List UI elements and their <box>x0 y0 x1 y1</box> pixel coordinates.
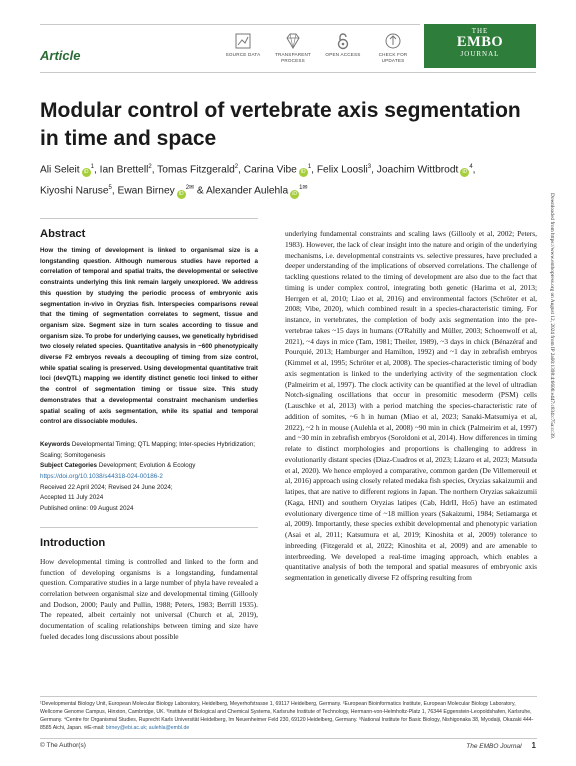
author-affiliation: 2 <box>148 164 152 170</box>
author-name[interactable]: Ali Seleit <box>40 164 80 176</box>
diamond-icon <box>283 32 303 50</box>
page-number: 1 <box>531 741 536 750</box>
orcid-icon[interactable]: iD <box>177 190 186 199</box>
article-type-label: Article <box>40 48 81 63</box>
keywords-label: Keywords <box>40 440 71 448</box>
keywords: Developmental Timing; QTL Mapping; Inter-species Hybridization; Scaling; Somitogenesis <box>40 440 256 459</box>
author-list <box>40 158 530 201</box>
introduction-section <box>40 527 258 643</box>
author-affiliation: 4 <box>469 164 473 170</box>
section-rule <box>40 218 258 219</box>
check-updates-icon <box>383 32 403 50</box>
badge-label: SOURCE DATA <box>225 52 261 57</box>
logo-line: JOURNAL <box>460 50 500 58</box>
source-data-icon <box>233 32 253 50</box>
author-affiliation: 2 <box>234 164 239 170</box>
author-name[interactable]: , Joachim Wittbrodt <box>371 164 459 176</box>
author-affiliation: 5 <box>108 185 112 192</box>
badge-label: TRANSPARENT PROCESS <box>275 52 312 63</box>
author-affiliation: 3 <box>367 164 372 170</box>
orcid-icon[interactable]: iD <box>82 168 91 177</box>
author-name[interactable]: Kiyoshi Naruse <box>40 185 109 197</box>
subject-categories: Development; Evolution & Ecology <box>98 462 196 470</box>
journal-name: The EMBO Journal <box>466 743 522 750</box>
author-affiliation: 2✉ <box>185 185 195 192</box>
author-affiliation: 1 <box>90 164 94 170</box>
doi-link[interactable]: https://doi.org/10.1038/s44318-024-00186-2 <box>40 473 163 481</box>
logo-line: EMBO <box>456 34 504 50</box>
check-updates-badge[interactable] <box>375 32 411 63</box>
left-column <box>40 218 258 643</box>
open-access-badge[interactable] <box>325 32 361 63</box>
badge-row <box>225 32 411 63</box>
right-column-text: underlying fundamental constraints and scaling laws (Gillooly et al, 2002; Peters, 1983). However, the lack of clear insight into the nature and origin of the underlying mechanisms, i.e. developmental constraints vs. selective pressures, have precluded a deeper understanding of the implications of observed correlations. The challenge of tackling questions related to the timing of development are also due to the fact that timing is under complex control, integrating both genetic (Harima et al, 2013; Herrgen et al, 2010; Liao et al, 2016) and environmental factors (Schröter et al, 2008; Vibe, 2020), which combined result in a species-characteristic timing. For instance, in vertebrates, the completion of body axis segmentation into the pre-vertebrae takes ~15 days in humans (O'Rahilly and Müller, 2003; Schoenwolf et al, 2021), ~4 days in mice (Tam, 1981; Theiler, 1989), ~3 days in chick (Bénazéraf and Pourquié, 2013; Hamburger and Hamilton, 1992) and ~1 day in zebrafish embryos (Kimmel et al, 1995; Schröter et al, 2008). The species-characteristic timing of body axis segmentation is linked to the underlying activity of the segmentation clock (Palmeirim et al, 1997). The clock activity can be quantified at the level of ultradian Notch-signaling oscillations that occur in presomitic mesoderm (PSM) cells (Lauschke et al, 2013) with a period matching the species-characteristic rate of addition of somites, ~6 h in human (Miao et al, 2023; Sanaki-Matsumiya et al, 2022), ~2 h in mouse (Aulehla et al, 2008) ~90 min in chick (Palmeirim et al, 1997) and ~30 min in zebrafish embryos (Soroldoni et al, 2014). How differences in timing relate to distinct morphologies and proportions is challenging to address in evolutionarily distant species (Diaz-Cuadros et al, 2023; Lázaro et al, 2023; Matsuda et al, 2020). We hence employed a comparative, common garden (De Villemereuil et al, 2016) approach using closely related medaka fish species, Oryzias sakaizumii and latipes, that are native to different regions in Japan. The northern Oryzias sakaizumii (Kaga, HNI) and southern Oryzias latipes (Cab, HdrII, Ho5) have an estimated evolutionary divergence time of ~18 million years (Sakaizumi, 1984; Setiamarga et al, 2009). Importantly, these species exhibit developmental and phenotypic variation (Asai et al, 2011; Katsumura et al, 2019; Kinoshita et al, 2009) tolerance to inbreeding (Fitzgerald et al, 2022; Kinoshita et al, 2009) and are amenable to interbreeding. We developed a real-time imaging approach, which enables a quantitative analysis of both the temporal and spatial measures of embryonic axis segmentation in genetically diverse F2 offspring resulting from <box>285 229 537 582</box>
source-data-badge[interactable] <box>225 32 261 63</box>
introduction-text: How developmental timing is controlled and linked to the form and function of developing organisms is a longstanding, fundamental question. Comparative studies in a large number of phyla have revealed a correlation between organismal size and developmental timing (Gillooly and Dodson, 2000; Pauly and Pullin, 1988; Peters, 1983; Berrill 1935). The repeated, albeit certainly not universal (Church et al, 2019), documentation of scaling relationships between timing and size have fueled decades long discussions about possible <box>40 556 258 641</box>
section-rule <box>40 527 258 528</box>
article-title: Modular control of vertebrate axis segmentation in time and space <box>40 99 521 150</box>
author-name[interactable]: , Felix Loosli <box>311 164 368 176</box>
author-name[interactable]: , Carina Vibe <box>238 164 297 176</box>
open-lock-icon <box>333 32 353 50</box>
author-affiliation: 1✉ <box>299 185 308 192</box>
badge-label: OPEN ACCESS <box>325 52 361 57</box>
footnote-rule <box>40 696 537 697</box>
received-date: Received 22 April 2024; Revised 24 June 2024; <box>40 483 173 491</box>
copyright-notice: © The Author(s) <box>40 742 86 749</box>
abstract-text: How the timing of development is linked to organismal size is a longstanding question. Although numerous studies have reported a correlation of temporal and spatial traits, the developmental or selective constraints underlying this link remain largely unexplored. We address this question by studying the periodic process of embryonic axis segmentation in-vivo in Oryzias fish. Interspecies comparisons reveal that the timing of segmentation correlates to segment, tissue and organism size. Segment size in turn scales according to tissue and organism size. To probe for underlying causes, we genetically hybridised two closely related species. Quantitative analysis in ~600 phenotypically diverse F2 embryos reveals a decoupling of timing from size control, while spatial scaling is preserved. Using developmental quantitative trait loci (devQTL) mapping we identify distinct genetic loci linked to either the control of segmentation timing or tissue size. This study demonstrates that a developmental constraint mechanism underlies spatial scaling of axis segmentation, while its spatial and temporal control are dissociable modules. <box>40 247 258 426</box>
author-name[interactable]: , Tomas Fitzgerald <box>151 164 235 176</box>
orcid-icon[interactable]: iD <box>299 168 308 177</box>
orcid-icon[interactable]: iD <box>290 190 299 199</box>
author-separator: , <box>472 164 476 176</box>
introduction-heading: Introduction <box>40 536 106 549</box>
abstract-heading: Abstract <box>40 228 86 240</box>
orcid-icon[interactable]: iD <box>460 168 469 177</box>
footer-rule <box>40 738 537 739</box>
affiliations: ¹Developmental Biology Unit, European Molecular Biology Laboratory, Heidelberg, Meyerhofstrasse 1, 69117 Heidelberg, Germany. ²European Bioinformatics Institute, European Molecular Biology Laboratory, Wellcome Genome Campus, Hinxton, Cambridge, UK. ³Institute of Biological and Chemical Systems, Karlsruhe Institute of Technology, Hermann-von-Helmholtz-Platz 1, 76344 Eggenstein-Leopoldshafen, Karlsruhe, Germany. ⁴Centre for Organismal Studies, Ruprecht Karls Universität Heidelberg, Im Neuenheimer Feld 230, 69120 Heidelberg, Germany. ⁵National Institute for Basic Biology, Nishigonaka 38, Myodaiji, Okazaki 444-8585 Aichi, Japan. ✉E-mail: <box>40 701 534 731</box>
subject-categories-label: Subject Categories <box>40 462 98 470</box>
download-side-note: Downloaded from https://www.embopress.org on August 12, 2024 from IP 2a00:1398:4:6606:e447:c834:c75a:cc39. <box>549 193 555 440</box>
badge-label: CHECK FOR UPDATES <box>378 52 408 63</box>
author-affiliation: 1 <box>307 164 312 170</box>
affiliation-footnotes <box>40 700 537 732</box>
author-name[interactable]: & Alexander Aulehla <box>194 185 289 197</box>
contact-email-link[interactable]: birney@ebi.ac.uk; aulehla@embl.de <box>105 725 190 731</box>
article-metadata <box>40 440 258 515</box>
author-name[interactable]: , Ian Brettell <box>93 164 149 176</box>
author-name[interactable]: , Ewan Birney <box>111 185 175 197</box>
header-bottom-rule <box>40 72 536 73</box>
logo-line: THE <box>471 27 489 35</box>
accepted-date: Accepted 11 July 2024 <box>40 494 104 502</box>
header-top-rule <box>40 24 420 25</box>
journal-logo[interactable] <box>424 24 536 68</box>
transparent-process-badge[interactable] <box>275 32 311 63</box>
page-footer <box>466 741 536 750</box>
published-date: Published online: 09 August 2024 <box>40 505 134 513</box>
